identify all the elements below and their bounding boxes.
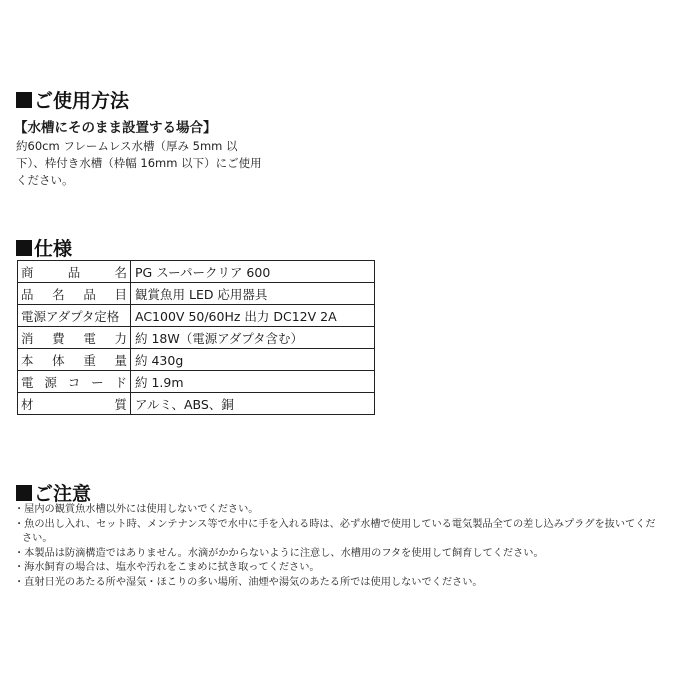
- usage-subheading: 【水槽にそのまま設置する場合】: [14, 120, 217, 136]
- caution-list: [14, 503, 694, 591]
- spec-label-char: 材: [21, 396, 34, 412]
- spec-label: [18, 327, 131, 349]
- square-bullet-icon: [16, 92, 32, 108]
- caution-heading: [16, 479, 91, 506]
- spec-heading-text: 仕様: [34, 238, 73, 260]
- spec-label-char: 量: [114, 352, 127, 368]
- spec-label-char: 費: [52, 330, 65, 346]
- usage-body-line: ください。: [16, 173, 74, 187]
- caution-item: ・直射日光のあたる所や湿気・ほこりの多い場所、油煙や湯気のあたる所では使用しないでください。: [14, 576, 483, 588]
- spec-label-char: 重: [83, 352, 96, 368]
- spec-label-char: 品: [21, 286, 34, 302]
- spec-label-char: 品: [67, 264, 81, 280]
- spec-row: [18, 393, 375, 415]
- usage-body-line: 下）、枠付き水槽（枠幅 16mm 以下）にご使用: [16, 156, 262, 170]
- spec-value: 約 18W（電源アダプタ含む）: [131, 327, 375, 349]
- spec-label-char: ド: [114, 374, 127, 390]
- spec-value: 観賞魚用 LED 応用器具: [131, 283, 375, 305]
- spec-heading: [16, 234, 72, 261]
- spec-table: [17, 260, 375, 415]
- spec-label-char: ー: [91, 374, 104, 390]
- spec-value: PG スーパークリア 600: [131, 261, 375, 283]
- square-bullet-icon: [16, 485, 32, 501]
- spec-label: [18, 305, 131, 327]
- spec-label-char: 消: [21, 330, 34, 346]
- caution-item: ・本製品は防滴構造ではありません。水滴がかからないように注意し、水槽用のフタを使用して飼育してください。: [14, 547, 544, 559]
- spec-value: 約 430g: [131, 349, 375, 371]
- spec-row: [18, 261, 375, 283]
- caution-item: ・屋内の観賞魚水槽以外には使用しないでください。: [14, 504, 259, 515]
- spec-value: アルミ、ABS、銅: [131, 393, 375, 415]
- spec-value: AC100V 50/60Hz 出力 DC12V 2A: [131, 305, 375, 327]
- usage-heading: [16, 86, 129, 113]
- spec-row: [18, 283, 375, 305]
- spec-row: [18, 327, 375, 349]
- spec-label-char: 電源アダプタ定格: [21, 308, 120, 324]
- square-bullet-icon: [16, 240, 32, 256]
- spec-label: [18, 261, 131, 283]
- spec-label-char: 力: [114, 330, 127, 346]
- spec-label-char: 質: [114, 396, 127, 412]
- spec-value: 約 1.9m: [131, 371, 375, 393]
- caution-item: ・海水飼育の場合は、塩水や汚れをこまめに拭き取ってください。: [14, 562, 320, 574]
- spec-label-char: 電: [83, 330, 96, 346]
- caution-heading-text: ご注意: [34, 483, 92, 505]
- spec-label-char: 電: [21, 374, 34, 390]
- spec-label-char: 名: [114, 264, 127, 280]
- spec-row: [18, 349, 375, 371]
- spec-row: [18, 371, 375, 393]
- spec-label: [18, 283, 131, 305]
- spec-label-char: 商: [21, 264, 34, 280]
- spec-label-char: 品: [83, 286, 96, 302]
- spec-row: [18, 305, 375, 327]
- spec-label: [18, 393, 131, 415]
- spec-label: [18, 371, 131, 393]
- spec-label-char: 目: [114, 286, 127, 302]
- spec-label: [18, 349, 131, 371]
- usage-heading-text: ご使用方法: [34, 90, 130, 112]
- spec-label-char: 本: [21, 352, 34, 368]
- usage-body-line: 約60cm フレームレス水槽（厚み 5mm 以: [16, 139, 238, 153]
- spec-label-char: コ: [67, 374, 81, 390]
- caution-item-continuation: さい。: [22, 533, 53, 545]
- spec-label-char: 名: [52, 286, 65, 302]
- caution-item: ・魚の出し入れ、セット時、メンテナンス等で水中に手を入れる時は、必ず水槽で使用している電気製品全ての差し込みプラグを抜いてくだ: [14, 518, 656, 530]
- spec-label-char: 源: [44, 374, 57, 390]
- usage-body: [16, 138, 262, 189]
- spec-label-char: 体: [52, 352, 65, 368]
